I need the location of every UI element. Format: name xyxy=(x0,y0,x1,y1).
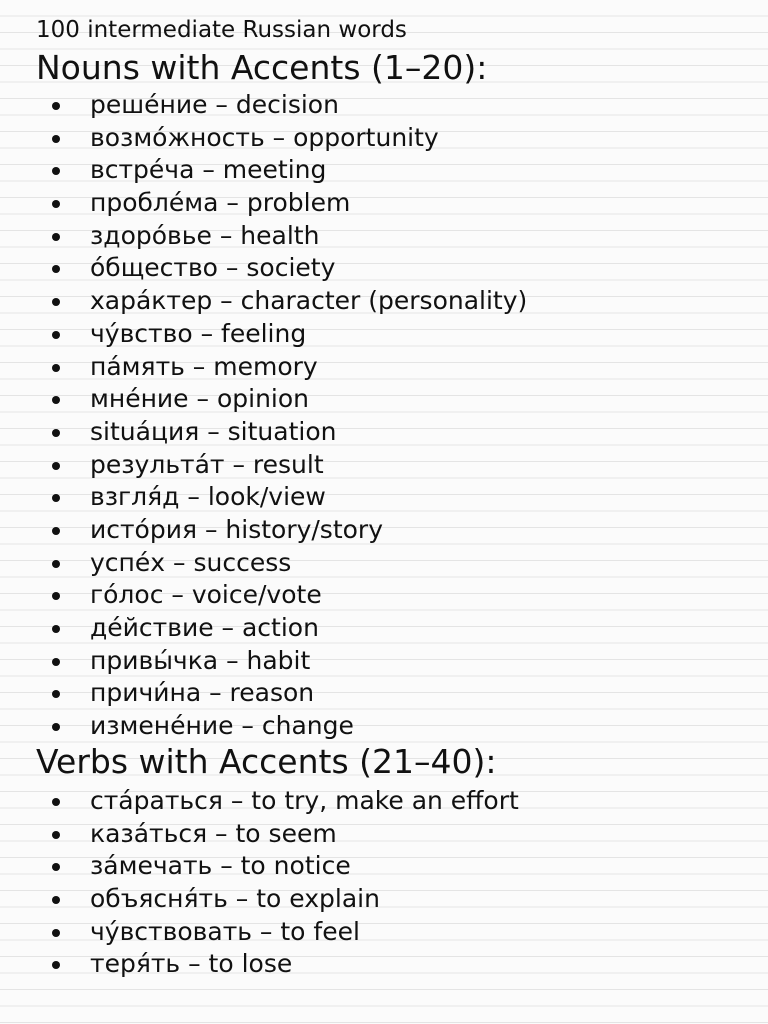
list-item-text: situа́ция – situation xyxy=(90,416,337,446)
bullet-icon xyxy=(52,233,60,241)
bullet-icon xyxy=(52,863,60,871)
list-item-text: каза́ться – to seem xyxy=(90,818,337,848)
bullet-icon xyxy=(52,102,60,110)
list-item-text: ста́раться – to try, make an effort xyxy=(90,786,519,815)
bullet-icon xyxy=(52,723,60,731)
list-item-text: хара́ктер – character (personality) xyxy=(90,286,528,316)
bullet-icon xyxy=(52,831,60,839)
list-item-text: мне́ние – opinion xyxy=(90,384,309,414)
section-heading-nouns: Nouns with Accents (1–20): xyxy=(36,48,488,87)
list-item-text: чу́вство – feeling xyxy=(90,318,307,348)
section-heading-verbs: Verbs with Accents (21–40): xyxy=(36,742,497,781)
list-item-text: успе́х – success xyxy=(90,547,292,577)
list-item-text: за́мечать – to notice xyxy=(90,851,351,881)
bullet-icon xyxy=(52,462,60,470)
list-item-text: причи́на – reason xyxy=(90,678,315,708)
list-item-text: исто́рия – history/story xyxy=(90,514,384,544)
bullet-icon xyxy=(52,961,60,969)
bullet-icon xyxy=(52,494,60,502)
bullet-icon xyxy=(52,527,60,535)
list-item-text: возмо́жность – opportunity xyxy=(90,122,439,152)
bullet-icon xyxy=(52,265,60,273)
bullet-icon xyxy=(52,331,60,339)
list-item-text: измене́ние – change xyxy=(90,711,354,741)
list-item-text: здоро́вье – health xyxy=(90,220,320,250)
bullet-icon xyxy=(52,560,60,568)
list-item-text: встре́ча – meeting xyxy=(90,155,327,185)
bullet-icon xyxy=(52,364,60,372)
bullet-icon xyxy=(52,200,60,208)
list-item-text: го́лос – voice/vote xyxy=(90,580,322,610)
bullet-icon xyxy=(52,298,60,306)
bullet-icon xyxy=(52,798,60,806)
list-item-text: о́бщество – society xyxy=(90,253,336,283)
bullet-icon xyxy=(52,690,60,698)
list-item-text: чу́вствовать – to feel xyxy=(90,916,360,946)
bullet-icon xyxy=(52,429,60,437)
list-item-text: привы́чка – habit xyxy=(90,645,311,675)
list-item-text: па́мять – memory xyxy=(90,351,318,381)
document-title: 100 intermediate Russian words xyxy=(36,17,407,43)
bullet-icon xyxy=(52,135,60,143)
list-item-text: взгля́д – look/view xyxy=(90,482,326,512)
bullet-icon xyxy=(52,592,60,600)
list-item-text: теря́ть – to lose xyxy=(90,949,293,979)
bullet-icon xyxy=(52,167,60,175)
list-item-text: результа́т – result xyxy=(90,449,324,479)
bullet-icon xyxy=(52,658,60,666)
bullet-icon xyxy=(52,929,60,937)
list-item-text: объясня́ть – to explain xyxy=(90,884,380,914)
list-item-text: пробле́ма – problem xyxy=(90,188,351,218)
bullet-icon xyxy=(52,396,60,404)
list-item-text: де́йствие – action xyxy=(90,613,319,642)
bullet-icon xyxy=(52,625,60,633)
bullet-icon xyxy=(52,896,60,904)
list-item-text: реше́ние – decision xyxy=(90,90,339,119)
